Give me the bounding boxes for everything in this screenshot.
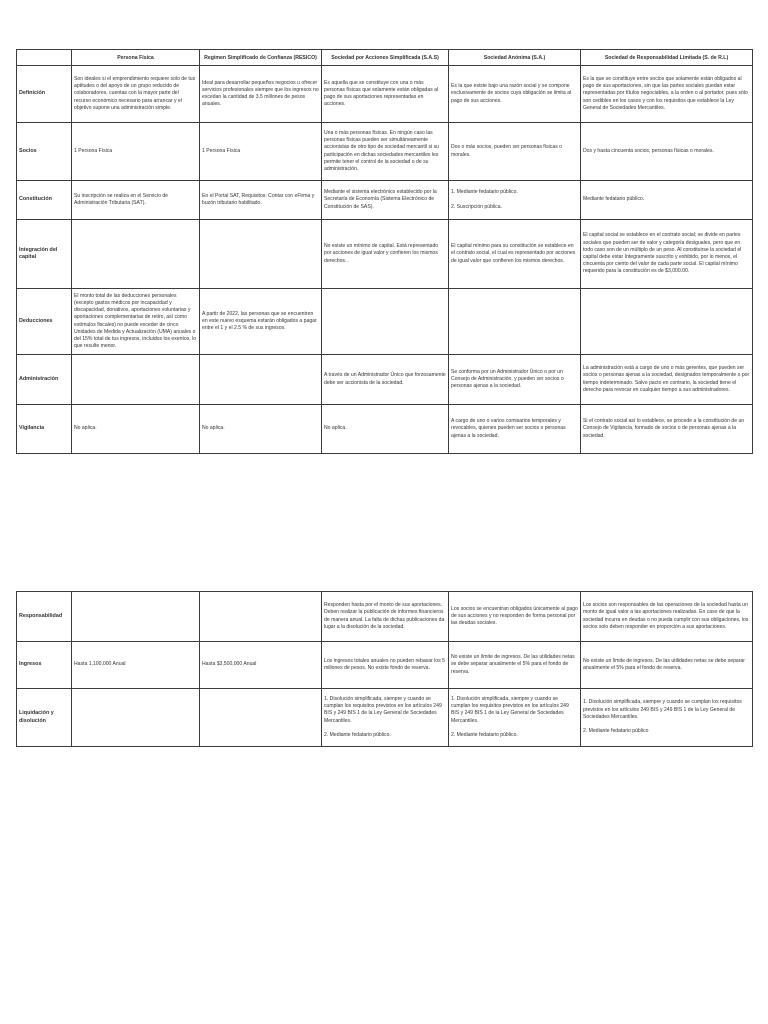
table-cell: Los ingresos totales anuales no pueden rebasar los 5 millones de pesos. No existe fondo de reserva. — [322, 642, 449, 689]
comparison-table-top — [16, 49, 753, 454]
row-label: Definición — [17, 66, 72, 123]
header-cell-corner — [17, 50, 72, 66]
header-cell-resico: Regimen Simplificado de Confianza (RESICO) — [200, 50, 322, 66]
table-row-ingresos — [17, 642, 753, 689]
table-cell: No aplica. — [322, 405, 449, 454]
table-cell: Dos y hasta cincuenta socios, personas físicas o morales. — [581, 123, 753, 181]
table-cell: A cargo de uno o varios comisarios temporales y revocables, quienes pueden ser socios o personas ajenas a la sociedad. — [449, 405, 581, 454]
table-cell: Son ideales si el emprendimiento requiere solo de tus aptitudes o del apoyo de un grupo reducido de colaboradores, cuentas con la mayor parte del recurso económico necesario para arrancar y el objetivo supone una administración simple. — [72, 66, 200, 123]
table-row-definicion — [17, 66, 753, 123]
table-cell — [322, 689, 449, 747]
row-label: Constitución — [17, 181, 72, 220]
table-row-socios — [17, 123, 753, 181]
table-cell: 1 Persona Física — [200, 123, 322, 181]
table-cell: Una o más personas físicas. En ningún caso las personas físicas pueden ser simultáneamente accionistas de otro tipo de sociedad mercantil si su participación en dichas sociedades mercantiles les permite tener el control de la sociedad o de su administración. — [322, 123, 449, 181]
table-cell: Es la que existe bajo una razón social y se compone exclusivamente de socios cuya obligación se limita al pago de sus acciones. — [449, 66, 581, 123]
table-cell: No aplica. — [200, 405, 322, 454]
table-cell: El capital mínimo para su constitución se establece en el contrato social, el cual es representado por acciones de igual valor que confieren los mismos derechos. — [449, 220, 581, 289]
table-cell — [322, 289, 449, 355]
table-row-responsabilidad — [17, 592, 753, 642]
table-cell — [449, 689, 581, 747]
row-label: Administración — [17, 355, 72, 405]
table-cell — [449, 289, 581, 355]
table-cell-text: 1. Disolución simplificada, siempre y cuando se cumplan los requisitos previstos en los artículos 249 BIS y 249 BIS 1 de la Ley General de Sociedades Mercantiles. 2. Mediante fedatario público. — [451, 695, 569, 738]
table-cell: En el Portal SAT, Requisitos: Contar con eFirma y buzón tributario habilitado. — [200, 181, 322, 220]
table-cell: El capital social se establece en el contrato social; se divide en partes sociales que pueden ser de valor y categoría desiguales, pero que en todo caso son de un múltiplo de un peso. Al constituirse la sociedad el capital debe estar íntegramente suscrito y exhibido, por lo menos, el cincuenta por ciento del valor de cada parte social. El capital mínimo requerido para la constitución es de $3,000.00. — [581, 220, 753, 289]
table-cell: Mediante fedatario público. — [581, 181, 753, 220]
table-cell: Los socios se encuentran obligados únicamente al pago de sus acciones y no responden de forma personal por las deudas sociales. — [449, 592, 581, 642]
row-label: Socios — [17, 123, 72, 181]
table-cell — [200, 220, 322, 289]
header-cell-sa: Sociedad Anónima (S.A.) — [449, 50, 581, 66]
table-cell: Se conforma por un Administrador Único o por un Consejo de Administración, y pueden ser socios o personas ajenas a la sociedad. — [449, 355, 581, 405]
comparison-table-bottom — [16, 591, 753, 747]
row-label: Ingresos — [17, 642, 72, 689]
table-cell: Dos o más socios, pueden ser personas físicas o morales. — [449, 123, 581, 181]
table-cell — [200, 355, 322, 405]
table-cell-text: 1. Disolución simplificada, siempre y cuando se cumplan los requisitos previstos en los artículos 249 BIS y 249 BIS 1 de la Ley General de Sociedades Mercantiles. 2. Mediante fedatario público — [583, 699, 742, 735]
table-cell: A partir de 2022, las personas que se encuentren en este nuevo esquema estarán obligados a pagar entre el 1 y el 2.5 % de sus ingresos. — [200, 289, 322, 355]
table-cell: Los socios son responsables de las operaciones de la sociedad hasta un monto de igual valor a las aportaciones realizadas. En caso de que la sociedad incurra en deudas o no pueda cumplir con sus obligaciones, los socios solo deben responder en proporción a sus aportaciones. — [581, 592, 753, 642]
table-cell — [72, 592, 200, 642]
row-label: Integración del capital — [17, 220, 72, 289]
table-cell: Hasta 1,100,000 Anual — [72, 642, 200, 689]
table-cell: El monto total de las deducciones personales (excepto gastos médicos por incapacidad y discapacidad, donativos, aportaciones voluntarias y aportaciones complementarias de retiro, así como estímulos fiscales) no puede exceder de cinco Unidades de Medida y Actualización (UMA) anuales o del 15% total de tus ingresos, incluidos los exentos, lo que resulte menor. — [72, 289, 200, 355]
header-cell-sas: Sociedad por Acciones Simplificada (S.A.S) — [322, 50, 449, 66]
table-cell: No existe un límite de ingresos. De las utilidades netas se debe separar anualmente el 5% para el fondo de reserva. — [581, 642, 753, 689]
header-cell-srl: Sociedad de Responsabilidad Limitada (S. de R.L) — [581, 50, 753, 66]
header-cell-persona-fisica: Persona Física — [72, 50, 200, 66]
table-cell — [200, 592, 322, 642]
table-cell: La administración está a cargo de uno o más gerentes, que pueden ser socios o personas ajenas a la sociedad, designados temporalmente o por tiempo indeterminado. Salvo pacto en contrario, la sociedad tiene el derecho para revocar en cualquier tiempo a sus administradores. — [581, 355, 753, 405]
table-row-constitucion — [17, 181, 753, 220]
table-row-liquidacion-disolucion — [17, 689, 753, 747]
table-cell — [200, 689, 322, 747]
table-row-integracion-capital — [17, 220, 753, 289]
row-label: Deducciones — [17, 289, 72, 355]
table-cell: No existe un mínimo de capital. Está representado por acciones de igual valor y confieren los mismos derechos. . — [322, 220, 449, 289]
table-row-administracion — [17, 355, 753, 405]
table-cell: No existe un límite de ingresos. De las utilidades netas se debe separar anualmente el 5% para el fondo de reserva. — [449, 642, 581, 689]
table-cell-text: 1. Disolución simplificada, siempre y cuando se cumplan los requisitos previstos en los artículos 249 BIS y 249 BIS 1 de la Ley General de Sociedades Mercantiles. 2. Mediante fedatario público. — [324, 695, 442, 738]
table-cell — [449, 181, 581, 220]
row-label: Liquidación y disolución — [17, 689, 72, 747]
table-cell: No aplica. — [72, 405, 200, 454]
row-label: Responsabilidad — [17, 592, 72, 642]
table-cell: Es la que se constituye entre socios que solamente están obligados al pago de sus aportaciones, sin que las partes sociales puedan estar representadas por títulos negociables, a la orden o al portador, pues sólo son cedibles en los casos y con los requisitos que establece la Ley General de Sociedades Mercantiles. — [581, 66, 753, 123]
table-cell: Hasta $3,500,000 Anual — [200, 642, 322, 689]
table-cell: Su inscripción se realiza en el Servicio de Administración Tributaria (SAT). — [72, 181, 200, 220]
table-row-vigilancia — [17, 405, 753, 454]
table-cell — [72, 689, 200, 747]
table-cell-text: 1. Mediante fedatario público. 2. Suscripción pública. — [451, 189, 518, 210]
table-cell — [581, 689, 753, 747]
header-row — [17, 50, 753, 66]
table-cell — [72, 220, 200, 289]
table-cell: Si el contrato social así lo establece, se procede a la constitución de un Consejo de Vigilancia, formado de socios o de personas ajenas a la sociedad. — [581, 405, 753, 454]
table-cell: Mediante el sistema electrónico establecido por la Secretaría de Economía (Sistema Electrónico de Constitución de SAS). — [322, 181, 449, 220]
table-cell — [72, 355, 200, 405]
table-cell — [581, 289, 753, 355]
table-row-deducciones — [17, 289, 753, 355]
table-cell: 1 Persona Física — [72, 123, 200, 181]
row-label: Vigilancia — [17, 405, 72, 454]
table-cell: Ideal para desarrollar pequeños negocios u ofrecer servicios profesionales siempre que los ingresos no excedan la cantidad de 3.5 millones de pesos anuales. — [200, 66, 322, 123]
table-cell: Responden hasta por el monto de sus aportaciones. Deben realizar la publicación de informes financieros de manera anual. La falta de dichas publicaciones da lugar a la disolución de la sociedad. — [322, 592, 449, 642]
table-cell: Es aquella que se constituye con una o más personas físicas que solamente están obligadas al pago de sus aportaciones representadas en acciones. — [322, 66, 449, 123]
table-cell: A través de un Administrador Único que forzosamente debe ser accionista de la sociedad. — [322, 355, 449, 405]
